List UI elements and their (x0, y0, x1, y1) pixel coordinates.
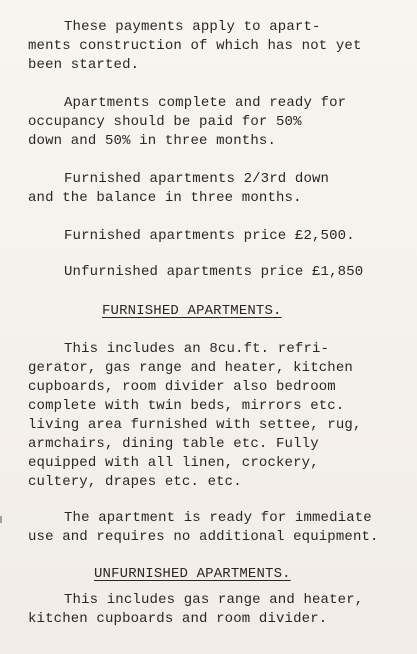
text-line: Unfurnished apartments price £1,850 (64, 264, 364, 280)
heading-unfurnished-apartments: UNFURNISHED APARTMENTS. (94, 566, 291, 582)
text-line: These payments apply to apart- (64, 19, 321, 35)
text-line: This includes gas range and heater, (64, 592, 364, 608)
text-line: and the balance in three months. (28, 190, 302, 206)
paragraph-payments-apply (28, 18, 412, 75)
page-edge-mark (0, 516, 2, 523)
text-line: Furnished apartments price £2,500. (64, 228, 355, 244)
paragraph-furnished-price (28, 227, 412, 246)
text-line: armchairs, dining table etc. Fully (28, 436, 319, 452)
heading-furnished-apartments: FURNISHED APARTMENTS. (102, 303, 282, 319)
text-line: kitchen cupboards and room divider. (28, 611, 328, 627)
text-line: equipped with all linen, crockery, (28, 455, 319, 471)
paragraph-furnished-includes (28, 340, 412, 492)
text-line: This includes an 8cu.ft. refri- (64, 341, 330, 357)
paragraph-ready-immediate (28, 509, 412, 547)
text-line: gerator, gas range and heater, kitchen (28, 360, 353, 376)
text-line: use and requires no additional equipment. (28, 529, 379, 545)
paragraph-furnished-terms (28, 170, 412, 208)
text-line: Furnished apartments 2/3rd down (64, 171, 330, 187)
text-line: Apartments complete and ready for (64, 95, 347, 111)
paragraph-unfurnished-includes (28, 591, 412, 629)
text-line: been started. (28, 57, 140, 73)
text-line: complete with twin beds, mirrors etc. (28, 398, 345, 414)
text-line: occupancy should be paid for 50% (28, 114, 302, 130)
text-line: The apartment is ready for immediate (64, 510, 372, 526)
text-line: cultery, drapes etc. etc. (28, 474, 242, 490)
text-line: down and 50% in three months. (28, 133, 276, 149)
paragraph-complete-apartments (28, 94, 412, 151)
paragraph-unfurnished-price (28, 263, 412, 282)
text-line: ments construction of which has not yet (28, 38, 362, 54)
text-line: cupboards, room divider also bedroom (28, 379, 336, 395)
text-line: living area furnished with settee, rug, (28, 417, 362, 433)
